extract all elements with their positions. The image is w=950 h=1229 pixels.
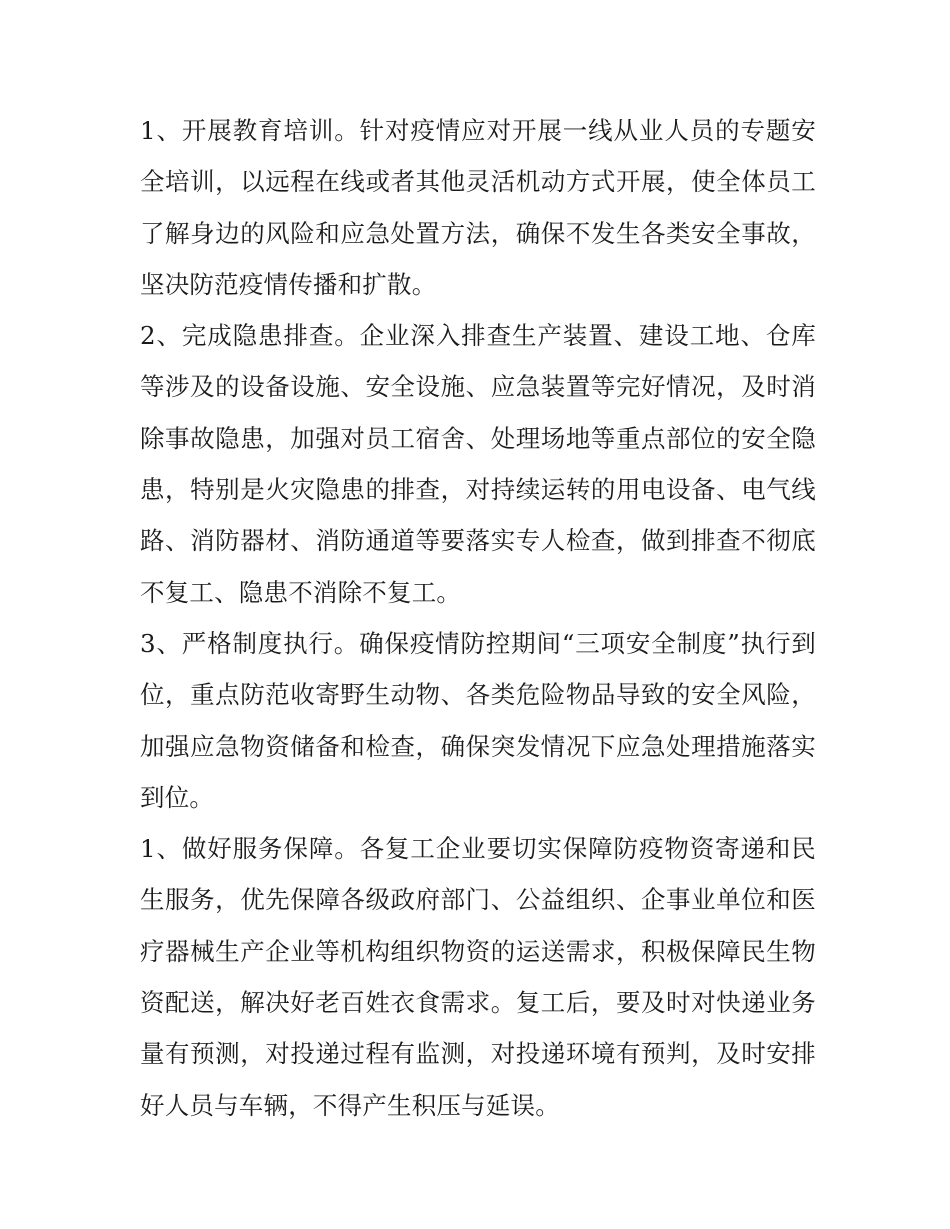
paragraph-system-execution: [140, 618, 816, 823]
text-line: 1、开展教育培训。针对疫情应对开展一线从业人员的专题安: [140, 116, 816, 145]
text-line: 加强应急物资储备和检查，确保突发情况下应急处理措施落实: [140, 731, 816, 761]
text-line: 路、消防器材、消防通道等要落实专人检查，做到排查不彻底: [140, 526, 816, 556]
text-line: 患，特别是火灾隐患的排查，对持续运转的用电设备、电气线: [140, 475, 816, 505]
text-line: 疗器械生产企业等机构组织物资的运送需求，积极保障民生物: [140, 936, 816, 966]
text-line: 好人员与车辆，不得产生积压与延误。: [140, 1090, 560, 1120]
text-line: 位，重点防范收寄野生动物、各类危险物品导致的安全风险，: [140, 680, 816, 710]
text-line: 坚决防范疫情传播和扩散。: [140, 269, 437, 299]
text-line: 2、完成隐患排查。企业深入排查生产装置、建设工地、仓库: [140, 321, 816, 351]
text-line: 了解身边的风险和应急处置方法，确保不发生各类安全事故，: [140, 218, 816, 248]
text-line: 1、做好服务保障。各复工企业要切实保障防疫物资寄递和民: [140, 834, 816, 864]
document-body: [140, 105, 816, 1131]
text-line: 等涉及的设备设施、安全设施、应急装置等完好情况，及时消: [140, 372, 816, 402]
text-line: 除事故隐患，加强对员工宿舍、处理场地等重点部位的安全隐: [140, 423, 816, 453]
text-line: 3、严格制度执行。确保疫情防控期间“三项安全制度”执行到: [140, 628, 816, 658]
text-line: 资配送，解决好老百姓衣食需求。复工后，要及时对快递业务: [140, 988, 816, 1018]
text-line: 不复工、隐患不消除不复工。: [140, 577, 462, 607]
paragraph-education-training: [140, 105, 816, 310]
text-line: 到位。: [140, 782, 215, 812]
paragraph-service-guarantee: [140, 823, 816, 1131]
text-line: 量有预测，对投递过程有监测，对投递环境有预判，及时安排: [140, 1039, 816, 1069]
text-line: 生服务，优先保障各级政府部门、公益组织、企事业单位和医: [140, 885, 816, 915]
text-line: 全培训，以远程在线或者其他灵活机动方式开展，使全体员工: [140, 167, 816, 197]
paragraph-hazard-inspection: [140, 310, 816, 618]
